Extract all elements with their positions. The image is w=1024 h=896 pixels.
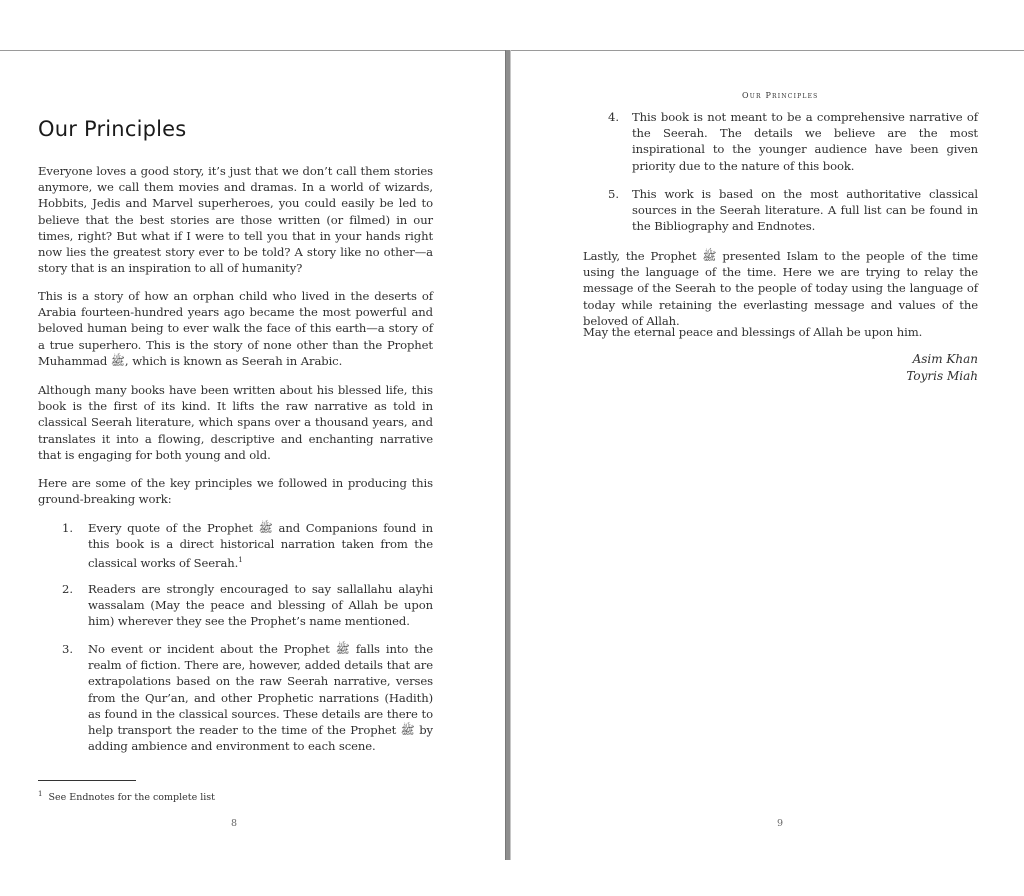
intro-paragraph-1: Everyone loves a good story, it’s just that we don’t call them stories anymore, we call them movies and dramas. In a world of wizards, Hobbits, Jedis and Marvel superheroes, you could easily be led to believe that the best stories are those written (or filmed) in our times, right? But what if I were to tell you that in your hands right now lies the greatest story ever to be told? A story like no other—a story that is an inspiration to all of humanity?	[38, 164, 433, 276]
footnote: $^1$ See Endnotes for the complete list	[38, 790, 215, 804]
principle-text: No event or incident about the Prophet ﷺ falls into the realm of fiction. There are, however, added details that are extrapolations based on the raw Seerah narrative, verses from the Qur’an, and other Prophetic narrations (Hadith) as found in the classical sources. These details are there to help transport the reader to the time of the Prophet ﷺ by adding ambience and environment to each scene.	[88, 642, 433, 754]
viewer-bottom-strip	[0, 860, 1024, 896]
intro-paragraph-3: Although many books have been written about his blessed life, this book is the first of its kind. It lifts the raw narrative as told in classical Seerah literature, which spans over a thousand years, and translates it into a flowing, descriptive and enchanting narrative that is engaging for both young and old.	[38, 383, 433, 462]
principle-text: This book is not meant to be a comprehensive narrative of the Seerah. The details we believe are the most inspirational to the younger audience have been given priority due to the nature of this book.	[632, 110, 978, 173]
principle-text: Readers are strongly encouraged to say sallallahu alayhi wassalam (May the peace and blessing of Allah be upon him) wherever they see the Prophet’s name mentioned.	[88, 582, 433, 629]
page-number-left: 8	[231, 818, 238, 829]
principle-number: 3.	[62, 642, 74, 656]
principle-item-4	[608, 109, 978, 174]
footnote-marker[interactable]: 1	[238, 556, 243, 565]
closing-paragraph-2: May the eternal peace and blessings of Allah be upon him.	[583, 325, 923, 339]
left-page	[0, 51, 505, 860]
principle-text: This work is based on the most authoritative classical sources in the Seerah literature. A full list can be found in the Bibliography and Endnotes.	[632, 187, 978, 234]
running-head: Our Principles	[742, 91, 819, 100]
right-page	[511, 51, 1024, 860]
intro-paragraph-4: Here are some of the key principles we followed in producing this ground-breaking work:	[38, 476, 433, 507]
principle-item-2	[62, 581, 433, 630]
principle-number: 5.	[608, 187, 620, 201]
principle-number: 2.	[62, 582, 74, 596]
principle-item-5	[608, 186, 978, 235]
viewer-top-bar	[0, 0, 1024, 51]
principle-item-1	[62, 520, 433, 571]
principle-number: 1.	[62, 521, 74, 535]
principle-item-3	[62, 641, 433, 754]
closing-paragraph-1: Lastly, the Prophet ﷺ presented Islam to the people of the time using the language of the time. Here we are trying to relay the message of the Seerah to the people of today using the language of today while retaining the everlasting message and values of the beloved of Allah.	[583, 249, 978, 328]
footnote-number: 1	[38, 790, 43, 798]
principle-number: 4.	[608, 110, 620, 124]
chapter-title: Our Principles	[38, 117, 187, 141]
page-number-right: 9	[777, 818, 784, 829]
author-signature-2: Toyris Miah	[906, 369, 978, 383]
author-signature-1: Asim Khan	[912, 352, 978, 366]
intro-paragraph-2: This is a story of how an orphan child who lived in the deserts of Arabia fourteen-hundred years ago became the most powerful and beloved human being to ever walk the face of this earth—a story of a true superhero. This is the story of none other than the Prophet Muhammad ﷺ, which is known as Seerah in Arabic.	[38, 289, 433, 368]
principle-text: Every quote of the Prophet ﷺ and Companions found in this book is a direct historical narration taken from the classical works of Seerah.$^1$	[88, 521, 434, 571]
footnote-divider	[38, 780, 136, 781]
